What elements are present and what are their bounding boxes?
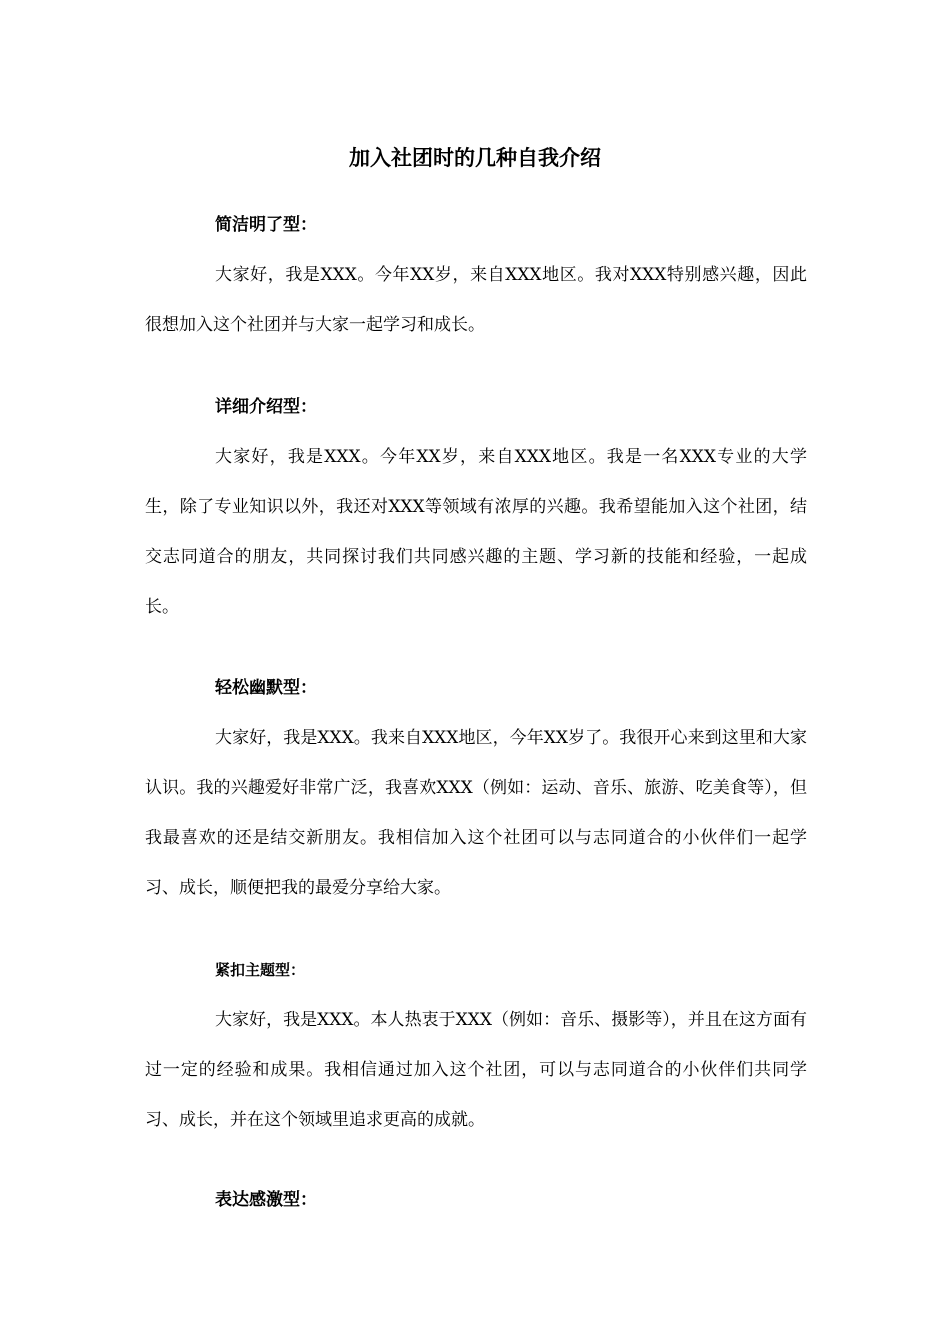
section-body: 大家好，我是XXX。今年XX岁，来自XXX地区。我是一名XXX专业的大学生，除了专业知识以外，我还对XXX等领域有浓厚的兴趣。我希望能加入这个社团，结交志同道合的朋友，共同探讨我们共同感兴趣的主题、学习新的技能和经验，一起成长。: [145, 447, 807, 617]
section-humorous: [145, 673, 807, 913]
section-heading: 轻松幽默型：: [215, 678, 317, 698]
section-body: 大家好，我是XXX。本人热衷于XXX（例如：音乐、摄影等），并且在这方面有过一定的经验和成果。我相信通过加入这个社团，可以与志同道合的小伙伴们共同学习、成长，并在这个领域里追求更高的成就。: [145, 1010, 807, 1130]
section-on-topic: [145, 955, 807, 1145]
document-title: 加入社团时的几种自我介绍: [349, 145, 601, 170]
section-body: 大家好，我是XXX。我来自XXX地区，今年XX岁了。我很开心来到这里和大家认识。我的兴趣爱好非常广泛，我喜欢XXX（例如：运动、音乐、旅游、吃美食等），但我最喜欢的还是结交新朋友。我相信加入这个社团可以与志同道合的小伙伴们一起学习、成长，顺便把我的最爱分享给大家。: [145, 728, 807, 898]
section-gratitude: [145, 1185, 807, 1215]
section-body: 大家好，我是XXX。今年XX岁，来自XXX地区。我对XXX特别感兴趣，因此很想加入这个社团并与大家一起学习和成长。: [145, 265, 807, 335]
section-concise: [145, 210, 807, 350]
section-heading: 紧扣主题型：: [215, 961, 306, 979]
section-heading: 表达感激型：: [215, 1190, 317, 1210]
section-detailed: [145, 392, 807, 632]
section-heading: 简洁明了型：: [215, 215, 317, 235]
section-heading: 详细介绍型：: [215, 397, 317, 417]
